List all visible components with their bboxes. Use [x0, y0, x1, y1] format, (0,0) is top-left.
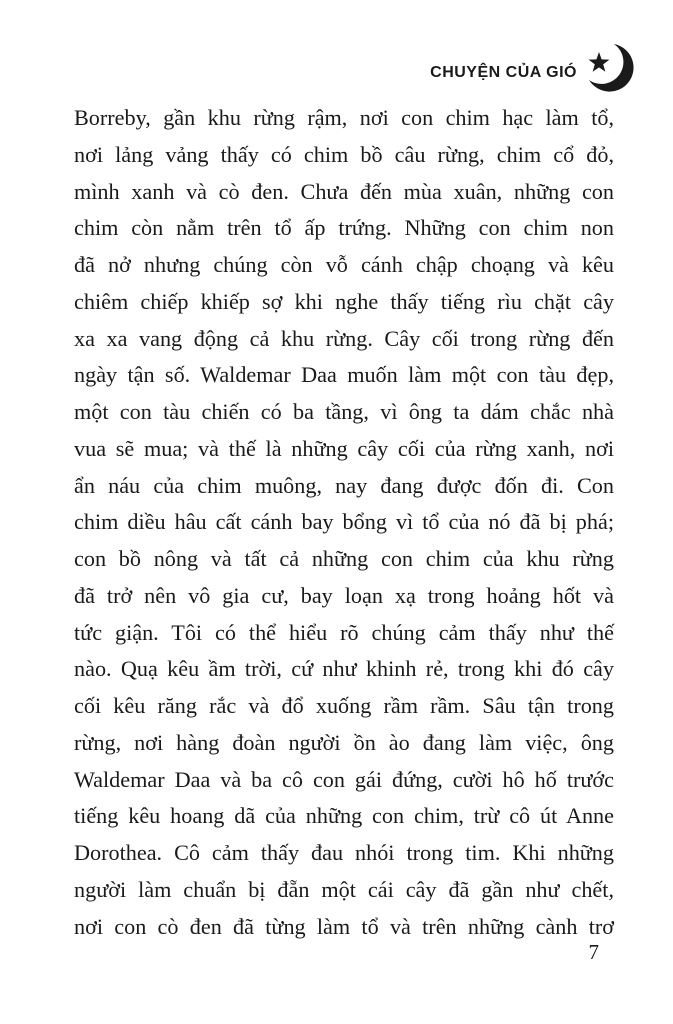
text-line: nào. Quạ kêu ầm trời, cứ như khinh rẻ, trong khi đó cây	[74, 656, 614, 682]
text-line: tiếng kêu hoang dã của những con chim, trừ cô út Anne	[74, 803, 614, 829]
text-line: con bồ nông và tất cả những con chim của khu rừng	[74, 546, 614, 571]
text-line: chim còn nằm trên tổ ấp trứng. Những con chim non	[74, 215, 614, 241]
text-line: rừng, nơi hàng đoàn người ồn ào đang làm việc, ông	[74, 729, 614, 755]
text-line: ngày tận số. Waldemar Daa muốn làm một con tàu đẹp,	[74, 362, 614, 388]
moon-star-icon	[585, 42, 635, 94]
chapter-title: CHUYỆN CỦA GIÓ	[430, 64, 577, 81]
text-line: tức giận. Tôi có thể hiểu rõ chúng cảm thấy như thế	[74, 619, 614, 645]
text-line: Borreby, gần khu rừng rậm, nơi con chim hạc làm tổ,	[74, 105, 614, 130]
running-header	[430, 42, 635, 94]
text-line: chiêm chiếp khiếp sợ khi nghe thấy tiếng rìu chặt cây	[74, 288, 614, 314]
text-line: vua sẽ mua; và thế là những cây cối của rừng xanh, nơi	[74, 435, 614, 461]
text-line: đã trở nên vô gia cư, bay loạn xạ trong hoảng hốt và	[74, 582, 614, 608]
text-line: một con tàu chiến có ba tầng, vì ông ta dám chắc nhà	[74, 399, 614, 424]
text-line: nơi lảng vảng thấy có chim bồ câu rừng, chim cổ đỏ,	[74, 141, 614, 167]
text-line: mình xanh và cò đen. Chưa đến mùa xuân, những con	[74, 178, 614, 204]
text-line: Dorothea. Cô cảm thấy đau nhói trong tim. Khi những	[74, 840, 614, 865]
text-line: Waldemar Daa và ba cô con gái đứng, cười hô hố trước	[74, 766, 614, 792]
text-line: chim diều hâu cất cánh bay bổng vì tổ của nó đã bị phá;	[74, 509, 614, 535]
text-line: ẩn náu của chim muông, nay đang được đốn đi. Con	[74, 472, 614, 498]
text-line: cối kêu răng rắc và đổ xuống rầm rầm. Sâu tận trong	[74, 693, 614, 718]
text-line: nơi con cò đen đã từng làm tổ và trên những cành trơ	[74, 913, 614, 939]
text-line: người làm chuẩn bị đẵn một cái cây đã gần như chết,	[74, 876, 614, 902]
page-number: 7	[588, 940, 599, 964]
text-line: đã nở nhưng chúng còn vỗ cánh chập choạng và kêu	[74, 252, 614, 277]
text-line: xa xa vang động cả khu rừng. Cây cối trong rừng đến	[74, 325, 614, 351]
body-text	[74, 100, 614, 945]
